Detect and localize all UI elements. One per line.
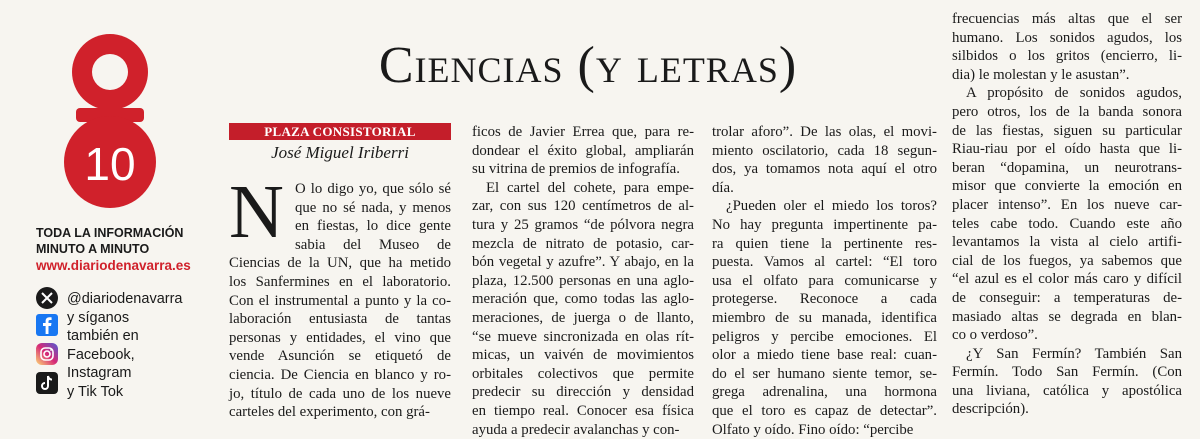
pacifier-logo-icon: [32, 22, 182, 212]
text-line: ayuda a predecir avalanchas y con-: [472, 421, 680, 438]
text-line: tura y 25 gramos “de pólvora negra: [472, 216, 694, 233]
text-line: El cartel del cohete, para empe-: [486, 179, 694, 196]
social-line: Instagram: [67, 365, 132, 382]
text-line: silbidos o los gritos (encierro, li-: [952, 48, 1182, 65]
text-line: ra quien tiene la pertinente res-: [712, 235, 937, 252]
text-line: meraciones, de juerga o de llanto,: [472, 309, 694, 326]
text-line: micas, un vaivén de movimientos: [472, 347, 694, 364]
text-line: laboración entusiasta de tantas: [229, 311, 451, 328]
text-line: jo, título de cada uno de los nueve: [229, 385, 451, 402]
text-line: cial de los fuegos, ya sabemos que: [952, 252, 1182, 269]
social-line: Facebook,: [67, 346, 135, 363]
text-line: usa el olfato para comunicarse y: [712, 272, 937, 289]
text-line: trolar aforo”. De las olas, el movi-: [712, 124, 937, 140]
social-line: y síganos: [67, 309, 130, 326]
article-column-1: [229, 170, 451, 422]
text-line: los Sanfermines en el laboratorio.: [229, 273, 451, 290]
text-line: frecuencias más altas que el ser: [952, 11, 1182, 27]
text-line: No hay pregunta impertinente pa-: [712, 216, 937, 233]
text-line: puesta. Vamos al cartel: “El toro: [712, 254, 937, 271]
article-column-2: [472, 123, 694, 439]
text-line: dia) le molestan y le asustan”.: [952, 66, 1130, 83]
promo-sidebar: [0, 0, 228, 439]
text-line: que no sé nada, y menos: [295, 199, 451, 216]
text-line: Fermín. Todo San Fermín. (Con: [952, 364, 1182, 381]
text-line: descripción).: [952, 401, 1029, 418]
article-headline: Ciencias (y letras): [378, 37, 798, 94]
text-line: carteles del experimento, con grá-: [229, 404, 430, 421]
text-line: teles cabe todo. Cuando este año: [952, 215, 1182, 232]
social-line: también en: [67, 328, 139, 345]
text-line: levantamos la vista al cielo artifi-: [952, 234, 1182, 251]
text-line: personas y entidades, el vino que: [229, 329, 451, 346]
text-line: predecir su dirección y densidad: [472, 384, 694, 401]
promo-line-1: TODA LA INFORMACIÓN: [36, 226, 184, 240]
text-line: mezcla de nitrato de potasio, car-: [472, 235, 694, 252]
text-line: vende Asunción se etiquetó de: [229, 348, 451, 365]
promo-line-2: MINUTO A MINUTO: [36, 242, 150, 256]
text-line: bón vegetal y azufre”. Y abajo, en la: [472, 254, 694, 271]
text-line: O lo digo yo, que sólo sé: [295, 181, 451, 197]
text-line: de las fiestas, siguen su particular: [952, 122, 1182, 139]
text-line: beran “dopamina, un neurotrans-: [952, 159, 1182, 176]
text-line: en tiempo real. Conocer esa física: [472, 402, 694, 419]
text-line: olor a miedo tiene base real: cuan-: [712, 347, 937, 364]
social-follow-text: [67, 290, 182, 402]
text-line: meración que, como todas las aglo-: [472, 291, 694, 308]
text-line: que el toro es capaz de detectar”.: [712, 402, 937, 419]
article-column-4: [952, 10, 1182, 419]
text-line: misor que convierte la emoción en: [952, 178, 1182, 195]
instagram-icon: [36, 343, 58, 365]
text-line: ciencia. De Ciencia en blanco y ro-: [229, 366, 451, 383]
text-line: Olfato y oído. Fino oído: “percibe: [712, 421, 914, 438]
drop-cap: N: [229, 170, 284, 254]
text-line: “el azul es el color más caro y difícil: [952, 271, 1182, 288]
text-line: día.: [712, 179, 734, 196]
text-line: Ciencias de la UN, que ha metido: [229, 255, 451, 272]
text-line: placer intenso”. En los nueve car-: [952, 196, 1182, 213]
text-line: sabia del Museo de: [295, 236, 451, 253]
article-column-3: [712, 123, 937, 439]
text-line: Con el instrumental a punto y la co-: [229, 292, 451, 309]
text-line: plaza, 12.500 personas en una aglo-: [472, 272, 694, 289]
text-line: peligros y percibe emociones. El: [712, 328, 937, 345]
text-line: en fiestas, lo dice gente: [295, 218, 451, 235]
text-line: pero otros, los de la banda sonora: [952, 103, 1182, 120]
section-kicker: PLAZA CONSISTORIAL: [229, 123, 451, 140]
text-line: miembro de su manada, identifica: [712, 309, 937, 326]
facebook-icon: [36, 314, 58, 336]
text-line: de conseguir: a temperaturas de-: [952, 289, 1182, 306]
text-line: zar, con sus 120 centímetros de al-: [472, 198, 694, 215]
text-line: protegerse. Reconoce a cada: [712, 291, 937, 308]
tiktok-icon: [36, 372, 58, 394]
text-line: co o verdoso”.: [952, 327, 1038, 344]
author-byline: José Miguel Iriberri: [271, 143, 409, 162]
text-line: ¿Pueden oler el miedo los toros?: [726, 198, 937, 215]
promo-url-link[interactable]: www.diariodenavarra.es: [36, 258, 191, 273]
logo-number: 10: [84, 138, 136, 190]
text-line: miento oscilatorio, cada 18 segun-: [712, 142, 937, 159]
text-line: su vitrina de premios de infografía.: [472, 161, 680, 178]
text-line: “se mueve sincronizada en olas rít-: [472, 328, 694, 345]
text-line: una liviana, católica y apostólica: [952, 382, 1182, 399]
social-line: @diariodenavarra: [67, 291, 183, 307]
text-line: orbitales colectivos que permite: [472, 365, 694, 382]
text-line: ¿Y San Fermín? También San: [966, 345, 1182, 362]
text-line: dondear el éxito global, ampliarán: [472, 142, 694, 159]
text-line: humano. Los sonidos agudos, los: [952, 29, 1182, 46]
x-icon: [36, 287, 58, 309]
text-line: A propósito de sonidos agudos,: [966, 85, 1182, 102]
text-line: masiado altas se degrada en blan-: [952, 308, 1182, 325]
text-line: do el ser humano siente temor, se-: [712, 365, 937, 382]
text-line: grega adrenalina, una hormona: [712, 384, 937, 401]
text-line: dos, ya tomamos nota aquí el otro: [712, 161, 937, 178]
text-line: ficos de Javier Errea que, para re-: [472, 124, 694, 140]
social-line: y Tik Tok: [67, 383, 124, 400]
text-line: Riau-riau por el oído hasta que li-: [952, 141, 1182, 158]
